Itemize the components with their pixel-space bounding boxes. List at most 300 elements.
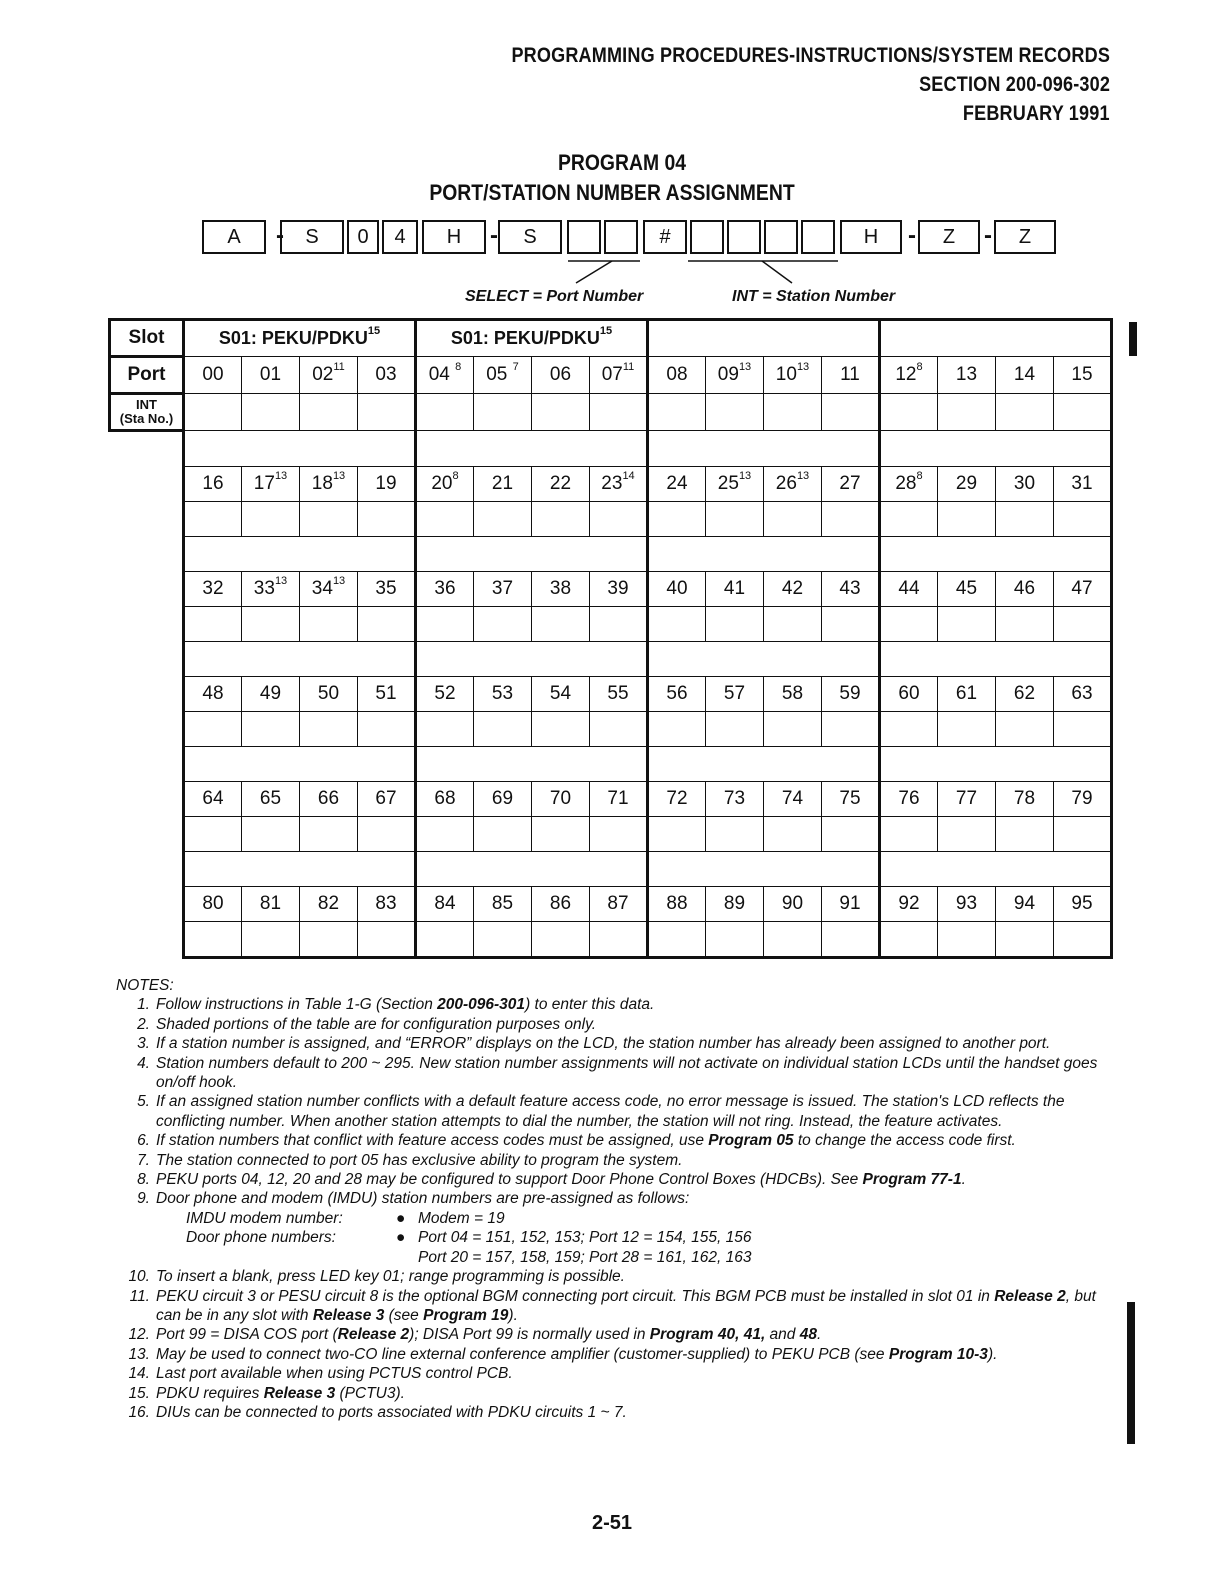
station-entry-cell <box>938 816 996 851</box>
port-number-cell: 73 <box>706 781 764 816</box>
station-entry-cell <box>706 711 764 746</box>
station-entry-cell <box>648 816 706 851</box>
detail-value: Port 20 = 157, 158, 159; Port 28 = 161, 162, 163 <box>418 1248 752 1266</box>
note-item <box>116 1092 1116 1131</box>
note-number: 12. <box>128 1326 150 1344</box>
port-number-cell: 45 <box>938 571 996 606</box>
station-entry-cell <box>764 816 822 851</box>
port-number-cell: 57 <box>706 676 764 711</box>
blank-label <box>110 501 184 536</box>
station-entry-cell <box>822 816 880 851</box>
station-entry-cell <box>822 921 880 957</box>
key-box: Z <box>994 220 1056 254</box>
note-text: If an assigned station number conflicts with a default feature access code, no error message is issued. The station's LCD reflects the conflicting number. When another station attempts to dial the number, the station will not ring. Instead, the feature activates. <box>156 1093 1065 1130</box>
int-label-line: INT <box>136 397 157 412</box>
note-number: 14. <box>128 1365 150 1383</box>
note-item <box>116 1170 1116 1189</box>
station-entry-cell <box>416 711 474 746</box>
station-entry-cell <box>358 921 416 957</box>
note-text: To insert a blank, press LED key 01; range programming is possible. <box>156 1268 625 1286</box>
port-number-cell: 63 <box>1054 676 1112 711</box>
station-entry-cell <box>416 921 474 957</box>
note-number: 13. <box>128 1345 150 1363</box>
note-number: 7. <box>137 1151 150 1169</box>
station-entry-cell <box>996 606 1054 641</box>
key-box: A <box>202 220 266 254</box>
notes-heading: NOTES: <box>116 977 174 994</box>
station-entry-cell <box>996 501 1054 536</box>
note-item <box>116 1403 1116 1422</box>
station-entry-cell <box>764 606 822 641</box>
int-caption: INT = Station Number <box>732 288 896 305</box>
port-number-cell: 65 <box>242 781 300 816</box>
port-number-cell: $23^{14}$ <box>590 466 648 501</box>
port-number-cell: 81 <box>242 886 300 921</box>
station-entry-cell <box>358 711 416 746</box>
port-number-cell: 13 <box>938 357 996 394</box>
port-number-cell: $10^{13}$ <box>764 357 822 394</box>
slot-group-cell <box>184 746 416 781</box>
port-number-cell: 06 <box>532 357 590 394</box>
change-bar <box>1129 322 1137 356</box>
station-entry-cell <box>590 816 648 851</box>
port-number-cell: 53 <box>474 676 532 711</box>
port-number-cell: 11 <box>822 357 880 394</box>
detail-value: Port 04 = 151, 152, 153; Port 12 = 154, 155, 156 <box>418 1229 752 1247</box>
program-name: PORT/STATION NUMBER ASSIGNMENT <box>429 180 795 205</box>
header-line-3: FEBRUARY 1991 <box>963 102 1110 125</box>
key-box: S <box>498 220 562 254</box>
slot-group-cell <box>880 746 1112 781</box>
station-entry-cell <box>880 501 938 536</box>
key-blank-box <box>567 220 601 254</box>
detail-label <box>186 1248 396 1267</box>
detail-value: Modem = 19 <box>418 1209 505 1227</box>
station-entry-cell <box>416 606 474 641</box>
port-number-cell: 30 <box>996 466 1054 501</box>
port-number-cell: 80 <box>184 886 242 921</box>
station-entry-cell <box>300 394 358 431</box>
port-number-cell: 21 <box>474 466 532 501</box>
detail-label: IMDU modem number: <box>186 1209 343 1227</box>
port-number-cell: $17^{13}$ <box>242 466 300 501</box>
note-text: DIUs can be connected to ports associated with PDKU circuits 1 ~ 7. <box>156 1403 627 1421</box>
station-entry-cell <box>358 816 416 851</box>
blank-label <box>110 606 184 641</box>
port-number-cell: 46 <box>996 571 1054 606</box>
port-number-cell: $20^8$ <box>416 466 474 501</box>
note-item <box>116 1151 1116 1170</box>
station-entry-cell <box>474 501 532 536</box>
station-entry-cell <box>1054 394 1112 431</box>
port-number-cell: 58 <box>764 676 822 711</box>
note-number: 16. <box>128 1403 150 1421</box>
port-number-cell: 76 <box>880 781 938 816</box>
note-number: 6. <box>137 1132 150 1150</box>
key-box: H <box>422 220 486 254</box>
port-number-cell: 75 <box>822 781 880 816</box>
slot-group-cell: S01: PEKU/PDKU$^{15}$ <box>184 320 416 357</box>
port-number-cell: 44 <box>880 571 938 606</box>
note-item <box>116 1345 1116 1364</box>
station-entry-cell <box>880 711 938 746</box>
station-entry-cell <box>1054 921 1112 957</box>
port-number-cell: 41 <box>706 571 764 606</box>
port-number-cell: 71 <box>590 781 648 816</box>
port-number-cell: 59 <box>822 676 880 711</box>
station-entry-cell <box>590 501 648 536</box>
port-number-cell: 32 <box>184 571 242 606</box>
note-item <box>116 1034 1116 1053</box>
blank-label <box>110 921 184 957</box>
note-item <box>116 1267 1116 1286</box>
port-number-cell: 54 <box>532 676 590 711</box>
note-text: Last port available when using PCTUS control PCB. <box>156 1365 513 1383</box>
slot-group-cell <box>880 320 1112 357</box>
key-dash: - <box>984 222 992 249</box>
station-entry-cell <box>474 816 532 851</box>
station-entry-cell <box>764 394 822 431</box>
select-caption: SELECT = Port Number <box>465 288 644 305</box>
port-number-cell: 00 <box>184 357 242 394</box>
station-entry-cell <box>1054 711 1112 746</box>
port-number-cell: 22 <box>532 466 590 501</box>
station-entry-cell <box>474 921 532 957</box>
program-title: PROGRAM 04 <box>557 150 687 175</box>
station-entry-cell <box>242 711 300 746</box>
station-entry-cell <box>880 816 938 851</box>
station-entry-cell <box>184 921 242 957</box>
port-number-cell: 77 <box>938 781 996 816</box>
key-box: 0 <box>347 220 379 254</box>
slot-group-cell <box>648 536 880 571</box>
note-number: 9. <box>137 1190 150 1208</box>
slot-group-cell <box>184 851 416 886</box>
notes-section <box>116 976 1116 1422</box>
blank-label <box>110 571 184 606</box>
slot-group-cell <box>416 536 648 571</box>
blank-label <box>110 746 184 781</box>
station-entry-cell <box>822 606 880 641</box>
port-number-cell: 01 <box>242 357 300 394</box>
port-number-cell: 31 <box>1054 466 1112 501</box>
note-item <box>116 1131 1116 1150</box>
station-entry-cell <box>590 606 648 641</box>
slot-group-cell <box>416 641 648 676</box>
station-entry-cell <box>242 394 300 431</box>
port-station-table <box>108 318 1113 959</box>
port-number-cell: 08 <box>648 357 706 394</box>
port-number-cell: 83 <box>358 886 416 921</box>
station-entry-cell <box>532 921 590 957</box>
station-entry-cell <box>184 606 242 641</box>
port-number-cell: 70 <box>532 781 590 816</box>
station-entry-cell <box>996 921 1054 957</box>
blank-label <box>110 886 184 921</box>
port-number-cell: 49 <box>242 676 300 711</box>
port-number-cell: $26^{13}$ <box>764 466 822 501</box>
station-entry-cell <box>996 394 1054 431</box>
station-entry-cell <box>184 711 242 746</box>
port-number-cell: 85 <box>474 886 532 921</box>
change-bar <box>1127 1302 1135 1444</box>
station-entry-cell <box>474 394 532 431</box>
key-box: Z <box>918 220 980 254</box>
port-number-cell: 66 <box>300 781 358 816</box>
station-entry-cell <box>996 711 1054 746</box>
port-number-cell: 61 <box>938 676 996 711</box>
station-entry-cell <box>648 711 706 746</box>
note-item <box>116 1364 1116 1383</box>
station-entry-cell <box>822 394 880 431</box>
key-dash: - <box>276 222 284 249</box>
station-entry-cell <box>590 711 648 746</box>
station-entry-cell <box>938 921 996 957</box>
station-entry-cell <box>300 711 358 746</box>
key-blank-box <box>764 220 798 254</box>
port-number-cell: $34^{13}$ <box>300 571 358 606</box>
key-dash: - <box>490 222 498 249</box>
blank-label <box>110 851 184 886</box>
int-label <box>110 394 184 431</box>
note-text: PEKU ports 04, 12, 20 and 28 may be configured to support Door Phone Control Boxes (HDCBs). See Program 77-1. <box>156 1171 966 1189</box>
blank-label <box>110 536 184 571</box>
port-number-cell: 52 <box>416 676 474 711</box>
blank-label <box>110 431 184 467</box>
station-entry-cell <box>532 711 590 746</box>
port-number-cell: 27 <box>822 466 880 501</box>
note-number: 8. <box>137 1171 150 1189</box>
blank-label <box>110 466 184 501</box>
station-entry-cell <box>648 921 706 957</box>
header-line-2: SECTION 200-096-302 <box>919 73 1110 96</box>
note-number: 5. <box>137 1093 150 1111</box>
slot-group-cell <box>880 431 1112 467</box>
key-box: # <box>643 220 687 254</box>
station-entry-cell <box>532 606 590 641</box>
port-number-cell: 74 <box>764 781 822 816</box>
port-number-cell: 94 <box>996 886 1054 921</box>
station-entry-cell <box>1054 606 1112 641</box>
station-entry-cell <box>300 501 358 536</box>
station-entry-cell <box>880 394 938 431</box>
note-9-detail <box>186 1209 1116 1228</box>
port-number-cell: 55 <box>590 676 648 711</box>
slot-label: Slot <box>110 320 184 357</box>
port-number-cell: 39 <box>590 571 648 606</box>
station-entry-cell <box>242 606 300 641</box>
station-entry-cell <box>590 921 648 957</box>
note-text: Station numbers default to 200 ~ 295. New station number assignments will not activate on individual station LCDs until the handset goes on/off hook. <box>156 1054 1098 1092</box>
slot-group-cell <box>880 641 1112 676</box>
port-number-cell: $02^{11}$ <box>300 357 358 394</box>
station-entry-cell <box>474 606 532 641</box>
blank-label <box>110 781 184 816</box>
station-entry-cell <box>764 921 822 957</box>
port-number-cell: 51 <box>358 676 416 711</box>
station-entry-cell <box>764 711 822 746</box>
port-number-cell: 38 <box>532 571 590 606</box>
port-number-cell: 19 <box>358 466 416 501</box>
station-entry-cell <box>706 921 764 957</box>
port-number-cell: 62 <box>996 676 1054 711</box>
station-entry-cell <box>532 501 590 536</box>
key-blank-box <box>690 220 724 254</box>
port-number-cell: 69 <box>474 781 532 816</box>
port-number-cell: 84 <box>416 886 474 921</box>
port-number-cell: 90 <box>764 886 822 921</box>
port-number-cell: 68 <box>416 781 474 816</box>
key-blank-box <box>801 220 835 254</box>
station-entry-cell <box>416 816 474 851</box>
note-item <box>116 995 1116 1014</box>
station-entry-cell <box>242 816 300 851</box>
key-box: S <box>280 220 344 254</box>
port-number-cell: 05 $^7$ <box>474 357 532 394</box>
station-entry-cell <box>242 501 300 536</box>
port-number-cell: 16 <box>184 466 242 501</box>
port-number-cell: 43 <box>822 571 880 606</box>
port-number-cell: 88 <box>648 886 706 921</box>
blank-label <box>110 676 184 711</box>
station-entry-cell <box>184 501 242 536</box>
port-number-cell: 03 <box>358 357 416 394</box>
detail-label: Door phone numbers: <box>186 1229 336 1247</box>
port-number-cell: 37 <box>474 571 532 606</box>
station-entry-cell <box>996 816 1054 851</box>
station-entry-cell <box>764 501 822 536</box>
port-number-cell: 86 <box>532 886 590 921</box>
station-entry-cell <box>416 501 474 536</box>
note-text: May be used to connect two-CO line external conference amplifier (customer-supplied) to PEKU PCB (see Program 10-3). <box>156 1345 998 1363</box>
port-number-cell: 95 <box>1054 886 1112 921</box>
blank-label <box>110 816 184 851</box>
note-text: Follow instructions in Table 1-G (Section 200-096-301) to enter this data. <box>156 996 655 1014</box>
station-entry-cell <box>532 816 590 851</box>
slot-group-cell <box>184 641 416 676</box>
note-number: 15. <box>128 1384 150 1402</box>
port-number-cell: 60 <box>880 676 938 711</box>
station-entry-cell <box>706 816 764 851</box>
station-entry-cell <box>358 394 416 431</box>
note-9-detail <box>186 1228 1116 1247</box>
port-number-cell: 47 <box>1054 571 1112 606</box>
station-entry-cell <box>358 606 416 641</box>
port-number-cell: 24 <box>648 466 706 501</box>
port-number-cell: $07^{11}$ <box>590 357 648 394</box>
bullet-icon: ● <box>396 1229 406 1247</box>
port-number-cell: $12^8$ <box>880 357 938 394</box>
station-entry-cell <box>300 816 358 851</box>
note-text: The station connected to port 05 has exclusive ability to program the system. <box>156 1151 683 1169</box>
note-text: Port 99 = DISA COS port (Release 2); DISA Port 99 is normally used in Program 40, 41, and 48. <box>156 1326 822 1344</box>
station-entry-cell <box>590 394 648 431</box>
note-text: PEKU circuit 3 or PESU circuit 8 is the optional BGM connecting port circuit. This BGM PCB must be installed in slot 01 in Release 2, but can be in any slot with Release 3 (see Program 19). <box>156 1287 1096 1324</box>
station-entry-cell <box>532 394 590 431</box>
port-number-cell: 36 <box>416 571 474 606</box>
note-item <box>116 1189 1116 1208</box>
header-line-1: PROGRAMMING PROCEDURES-INSTRUCTIONS/SYSTEM RECORDS <box>511 44 1110 67</box>
note-text: Shaded portions of the table are for configuration purposes only. <box>156 1015 597 1033</box>
note-number: 3. <box>137 1035 150 1053</box>
note-number: 4. <box>137 1054 150 1072</box>
port-number-cell: 72 <box>648 781 706 816</box>
port-number-cell: 42 <box>764 571 822 606</box>
note-item <box>116 1015 1116 1034</box>
key-box: 4 <box>382 220 418 254</box>
port-number-cell: 78 <box>996 781 1054 816</box>
station-entry-cell <box>822 501 880 536</box>
port-number-cell: 82 <box>300 886 358 921</box>
slot-group-cell <box>648 851 880 886</box>
slot-group-cell <box>184 431 416 467</box>
slot-group-cell <box>416 746 648 781</box>
port-number-cell: 87 <box>590 886 648 921</box>
station-entry-cell <box>1054 501 1112 536</box>
station-entry-cell <box>184 394 242 431</box>
port-number-cell: $25^{13}$ <box>706 466 764 501</box>
note-9-detail <box>186 1248 1116 1267</box>
note-item <box>116 1287 1116 1326</box>
port-number-cell: 40 <box>648 571 706 606</box>
key-dash: - <box>908 222 916 249</box>
note-text: If a station number is assigned, and “ERROR” displays on the LCD, the station number has already been assigned to another port. <box>156 1035 1051 1053</box>
slot-group-cell <box>648 641 880 676</box>
station-entry-cell <box>358 501 416 536</box>
port-number-cell: 91 <box>822 886 880 921</box>
note-number: 11. <box>129 1287 150 1305</box>
port-number-cell: 50 <box>300 676 358 711</box>
port-number-cell: $18^{13}$ <box>300 466 358 501</box>
note-number: 2. <box>137 1015 150 1033</box>
port-number-cell: 79 <box>1054 781 1112 816</box>
station-entry-cell <box>1054 816 1112 851</box>
station-entry-cell <box>474 711 532 746</box>
bullet-icon: ● <box>396 1209 406 1227</box>
note-text: PDKU requires Release 3 (PCTU3). <box>156 1384 405 1402</box>
port-number-cell: 56 <box>648 676 706 711</box>
int-label-line: (Sta No.) <box>119 411 174 426</box>
port-number-cell: 64 <box>184 781 242 816</box>
station-entry-cell <box>822 711 880 746</box>
page-number: 2-51 <box>591 1512 633 1534</box>
note-item <box>116 1325 1116 1344</box>
station-entry-cell <box>648 606 706 641</box>
blank-label <box>110 641 184 676</box>
slot-group-cell <box>648 320 880 357</box>
port-number-cell: $09^{13}$ <box>706 357 764 394</box>
notes-list <box>116 995 1116 1422</box>
station-entry-cell <box>706 501 764 536</box>
port-number-cell: 14 <box>996 357 1054 394</box>
slot-group-cell <box>648 746 880 781</box>
port-number-cell: $33^{13}$ <box>242 571 300 606</box>
port-label: Port <box>110 357 184 394</box>
station-entry-cell <box>416 394 474 431</box>
port-number-cell: $28^8$ <box>880 466 938 501</box>
key-box: H <box>840 220 902 254</box>
station-entry-cell <box>242 921 300 957</box>
slot-group-cell <box>416 431 648 467</box>
bullet-icon <box>396 1248 418 1267</box>
station-entry-cell <box>184 816 242 851</box>
port-number-cell: 35 <box>358 571 416 606</box>
port-number-cell: 89 <box>706 886 764 921</box>
station-entry-cell <box>880 606 938 641</box>
station-entry-cell <box>938 606 996 641</box>
slot-group-cell: S01: PEKU/PDKU$^{15}$ <box>416 320 648 357</box>
port-number-cell: 29 <box>938 466 996 501</box>
